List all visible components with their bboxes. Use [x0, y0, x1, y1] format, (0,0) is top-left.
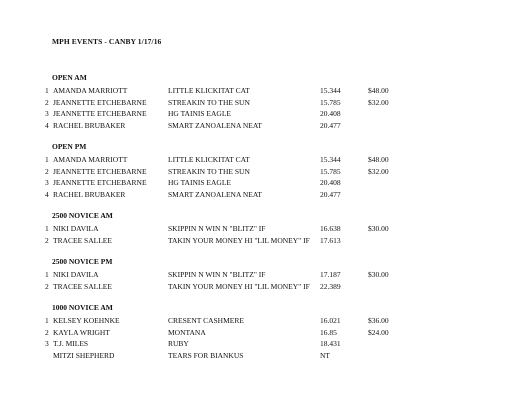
- result-row: [0, 109, 518, 120]
- placing: 3: [45, 109, 49, 118]
- placing: 2: [45, 166, 49, 176]
- payout: $36.00: [368, 316, 389, 325]
- rider-name: AMANDA MARRIOTT: [53, 155, 128, 164]
- result-row: [0, 328, 518, 339]
- horse-name: RUBY: [168, 339, 189, 348]
- payout: $32.00: [368, 166, 389, 176]
- rider-name: AMANDA MARRIOTT: [53, 86, 128, 95]
- rider-name: RACHEL BRUBAKER: [53, 120, 126, 130]
- result-row: [0, 224, 518, 235]
- result-row: [0, 86, 518, 97]
- section-heading: 2500 NOVICE AM: [52, 211, 113, 220]
- run-time: 16.85: [320, 327, 337, 337]
- horse-name: MONTANA: [168, 327, 206, 337]
- rider-name: JEANNETTE ETCHEBARNE: [53, 166, 147, 176]
- run-time: 16.638: [320, 224, 341, 233]
- payout: $30.00: [368, 224, 389, 233]
- result-row: [0, 339, 518, 350]
- section-heading: 2500 NOVICE PM: [52, 257, 113, 266]
- result-row: [0, 282, 518, 293]
- payout: $48.00: [368, 155, 389, 164]
- run-time: 16.021: [320, 316, 341, 325]
- result-row: [0, 270, 518, 281]
- run-time: 20.408: [320, 178, 341, 187]
- run-time: 15.785: [320, 166, 341, 176]
- page-title: MPH EVENTS - CANBY 1/17/16: [52, 37, 162, 46]
- run-time: NT: [320, 350, 330, 360]
- placing: 3: [45, 339, 49, 348]
- run-time: 15.785: [320, 97, 341, 107]
- horse-name: HG TAINIS EAGLE: [168, 178, 232, 187]
- rider-name: RACHEL BRUBAKER: [53, 189, 126, 199]
- rider-name: T.J. MILES: [53, 339, 89, 348]
- section-heading: 1000 NOVICE AM: [52, 303, 113, 312]
- run-time: 15.344: [320, 155, 341, 164]
- result-row: [0, 167, 518, 178]
- placing: 2: [45, 235, 49, 245]
- horse-name: SKIPPIN N WIN N "BLITZ" IF: [168, 224, 266, 233]
- rider-name: JEANNETTE ETCHEBARNE: [53, 178, 147, 187]
- placing: 2: [45, 281, 49, 291]
- horse-name: SMART ZANOALENA NEAT: [168, 120, 262, 130]
- section-heading: OPEN AM: [52, 73, 87, 82]
- rider-name: MITZI SHEPHERD: [53, 350, 115, 360]
- payout: $48.00: [368, 86, 389, 95]
- horse-name: TAKIN YOUR MONEY HI "LIL MONEY" IF: [168, 281, 310, 291]
- horse-name: LITTLE KLICKITAT CAT: [168, 86, 250, 95]
- horse-name: STREAKIN TO THE SUN: [168, 97, 250, 107]
- result-row: [0, 190, 518, 201]
- placing: 4: [45, 120, 49, 130]
- run-time: 22.389: [320, 281, 341, 291]
- rider-name: JEANNETTE ETCHEBARNE: [53, 109, 147, 118]
- run-time: 17.613: [320, 235, 341, 245]
- result-row: [0, 236, 518, 247]
- rider-name: KAYLA WRIGHT: [53, 327, 110, 337]
- horse-name: SKIPPIN N WIN N "BLITZ" IF: [168, 270, 266, 279]
- placing: 1: [45, 224, 49, 233]
- horse-name: CRESENT CASHMERE: [168, 316, 244, 325]
- placing: 1: [45, 155, 49, 164]
- placing: 2: [45, 327, 49, 337]
- rider-name: KELSEY KOEHNKE: [53, 316, 120, 325]
- payout: $32.00: [368, 97, 389, 107]
- run-time: 20.477: [320, 120, 341, 130]
- rider-name: JEANNETTE ETCHEBARNE: [53, 97, 147, 107]
- placing: 3: [45, 178, 49, 187]
- horse-name: HG TAINIS EAGLE: [168, 109, 232, 118]
- horse-name: LITTLE KLICKITAT CAT: [168, 155, 250, 164]
- placing: 1: [45, 316, 49, 325]
- placing: 1: [45, 270, 49, 279]
- rider-name: NIKI DAVILA: [53, 270, 99, 279]
- result-row: [0, 178, 518, 189]
- horse-name: TEARS FOR BIANKUS: [168, 350, 244, 360]
- run-time: 18.431: [320, 339, 341, 348]
- run-time: 20.477: [320, 189, 341, 199]
- rider-name: TRACEE SALLEE: [53, 235, 112, 245]
- run-time: 15.344: [320, 86, 341, 95]
- placing: 4: [45, 189, 49, 199]
- run-time: 20.408: [320, 109, 341, 118]
- placing: 2: [45, 97, 49, 107]
- rider-name: TRACEE SALLEE: [53, 281, 112, 291]
- result-row: [0, 316, 518, 327]
- payout: $24.00: [368, 327, 389, 337]
- result-row: [0, 155, 518, 166]
- payout: $30.00: [368, 270, 389, 279]
- result-row: [0, 98, 518, 109]
- horse-name: SMART ZANOALENA NEAT: [168, 189, 262, 199]
- rider-name: NIKI DAVILA: [53, 224, 99, 233]
- placing: 1: [45, 86, 49, 95]
- horse-name: STREAKIN TO THE SUN: [168, 166, 250, 176]
- section-heading: OPEN PM: [52, 142, 87, 151]
- result-row: [0, 121, 518, 132]
- result-row: [0, 351, 518, 362]
- horse-name: TAKIN YOUR MONEY HI "LIL MONEY" IF: [168, 235, 310, 245]
- run-time: 17.187: [320, 270, 341, 279]
